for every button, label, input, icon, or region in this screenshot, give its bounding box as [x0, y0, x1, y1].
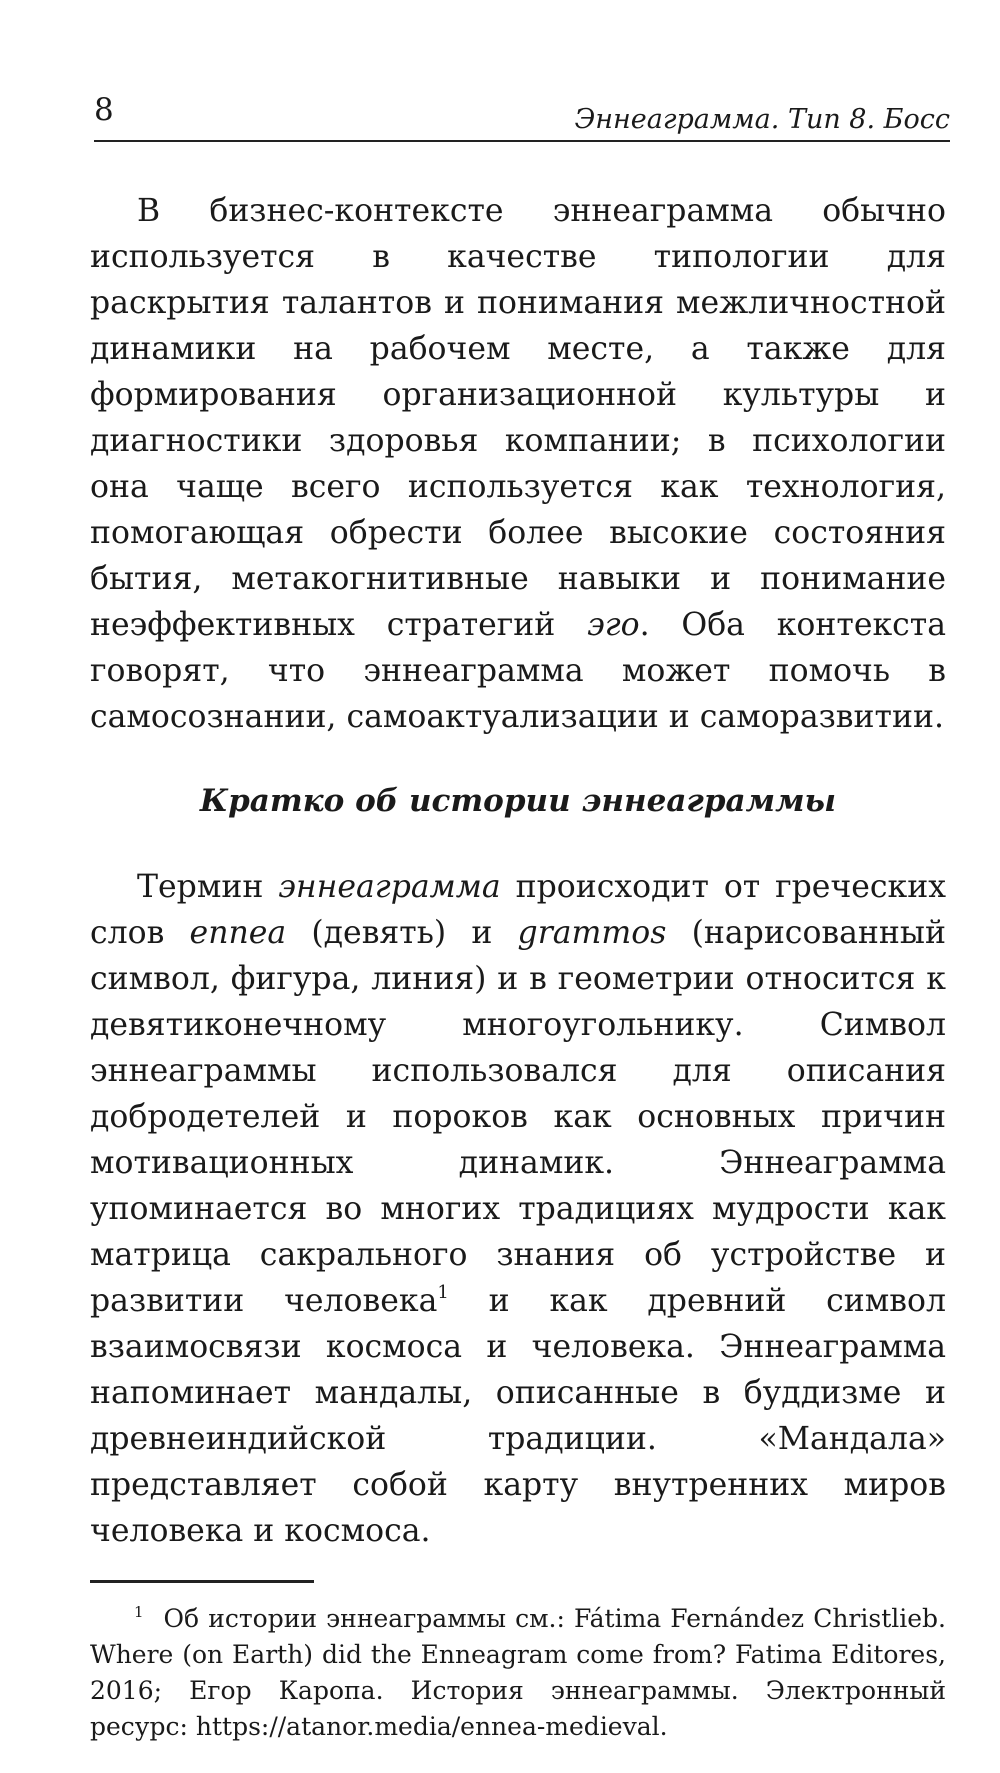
footnote-text: Об истории эннеаграммы см.: Fátima Fernández Christlieb. Where (on Earth) did the Enneagram come from? Fatima Editores, 2016; Егор Каропа. История эннеаграммы. Электронный ресурс: https://atanor.media/ennea-medieval. — [90, 1604, 946, 1741]
italic-ego: эго — [587, 607, 640, 643]
footnote — [90, 1601, 946, 1745]
page-body — [90, 188, 946, 1745]
page-number: 8 — [94, 92, 114, 128]
running-header — [94, 88, 950, 142]
italic-ennea: ennea — [189, 915, 287, 951]
running-title: Эннеаграмма. Тип 8. Босс — [574, 104, 950, 135]
footnote-separator — [90, 1580, 314, 1583]
italic-grammos: grammos — [517, 915, 667, 951]
section-heading: Кратко об истории эннеаграммы — [199, 783, 837, 819]
paragraph-history: Термин эннеаграмма происходит от греческих слов ennea (девять) и grammos (нарисованный символ, фигура, линия) и в геометрии относится к девятиконечному многоугольнику. Символ эннеаграммы использовался для описания добродетелей и пороков как основных причин мотивационных динамик. Эннеаграмма упоминается во многих традициях мудрости как матрица сакрального знания об устройстве и развитии человека$^1$ и как древний символ взаимосвязи космоса и человека. Эннеаграмма напоминает мандалы, описанные в буддизме и древнеиндийской традиции. «Мандала» представляет собой карту внутренних миров человека и космоса. — [90, 869, 946, 1549]
italic-term: эннеаграмма — [278, 869, 501, 905]
footnote-reference[interactable]: 1 — [437, 1282, 449, 1303]
paragraph-business-context: В бизнес-контексте эннеаграмма обычно используется в качестве типологии для раскрытия талантов и понимания межличностной динамики на рабочем месте, а также для формирования организационной культуры и диагностики здоровья компании; в психологии она чаще всего используется как технология, помогающая обрести более высокие состояния бытия, метакогнитивные навыки и понимание неэффективных стратегий эго. Оба контекста говорят, что эннеаграмма может помочь в самосознании, самоактуализации и саморазвитии. — [90, 193, 946, 735]
footnote-marker: 1 — [134, 1603, 144, 1621]
